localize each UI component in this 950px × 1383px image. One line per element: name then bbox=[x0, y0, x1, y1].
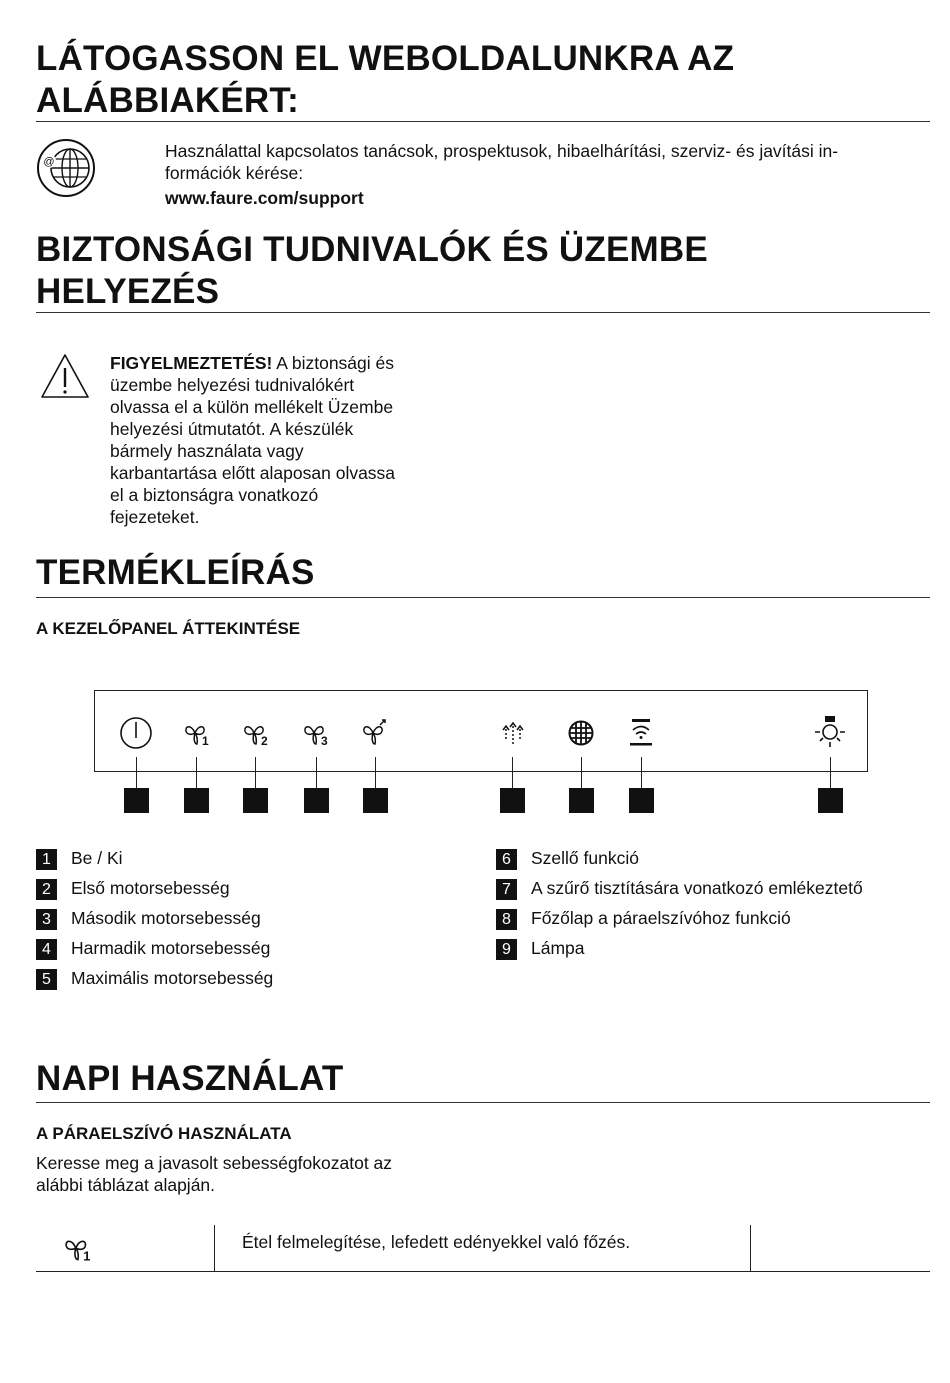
section-title-safety: BIZTONSÁGI TUDNIVALÓK ÉS ÜZEMBE HELYEZÉS bbox=[36, 230, 708, 311]
support-link[interactable]: www.faure.com/support bbox=[165, 188, 364, 208]
callout-line bbox=[375, 757, 376, 788]
callout-line bbox=[512, 757, 513, 788]
fan-digit: 1 bbox=[83, 1248, 91, 1264]
globe-web-icon bbox=[36, 138, 96, 198]
table-row-text: Étel felmelegítése, lefedett edényekkel való főzés. bbox=[242, 1232, 631, 1252]
callout-marker-6 bbox=[500, 788, 525, 813]
callout-marker-9 bbox=[818, 788, 843, 813]
daily-intro: Keresse meg a javasolt sebességfokozatot az alábbi táblázat alapján. bbox=[36, 1153, 393, 1195]
subtitle-hood-use: A PÁRAELSZÍVÓ HASZNÁLATA bbox=[36, 1124, 292, 1143]
fan-digit: 3 bbox=[321, 734, 328, 748]
section-title-product: TERMÉKLEÍRÁS bbox=[36, 553, 315, 592]
warning-text: FIGYELMEZTETÉS! A biztonsági és üzembe helyezési tudnivalókért olvassa el a külön mellékelt Üzembe helyezési útmutatót. A készülék bármely használata vagy karbantartása előtt alaposan olvassa el a biztonságra vonatkozó fejezeteket. bbox=[110, 353, 396, 527]
legend-item: 4 Harmadik motorsebesség bbox=[36, 936, 270, 960]
callout-marker-8 bbox=[629, 788, 654, 813]
callout-marker-2 bbox=[184, 788, 209, 813]
at-sign: @ bbox=[43, 156, 55, 168]
power-icon bbox=[119, 716, 153, 750]
hob-to-hood-icon bbox=[627, 717, 655, 747]
fan-speed-2-icon bbox=[242, 720, 272, 748]
subtitle-control-panel: A KEZELŐPANEL ÁTTEKINTÉSE bbox=[36, 619, 301, 638]
fan-speed-1-icon bbox=[63, 1234, 95, 1264]
fan-digit: 1 bbox=[202, 734, 209, 748]
breeze-icon bbox=[498, 719, 528, 747]
legend-item: 8 Főzőlap a páraelszívóhoz funkció bbox=[496, 906, 791, 930]
callout-marker-3 bbox=[243, 788, 268, 813]
lamp-icon bbox=[813, 714, 847, 748]
legend-item: 5 Maximális motorsebesség bbox=[36, 966, 273, 990]
section-title-visit: LÁTOGASSON EL WEBOLDALUNKRA AZ ALÁBBIAKÉRT: bbox=[36, 39, 735, 120]
divider bbox=[36, 121, 930, 122]
legend-item: 3 Második motorsebesség bbox=[36, 906, 261, 930]
callout-line bbox=[641, 757, 642, 788]
legend-item: 2 Első motorsebesség bbox=[36, 876, 230, 900]
speed-table bbox=[36, 1225, 930, 1272]
callout-marker-7 bbox=[569, 788, 594, 813]
callout-marker-5 bbox=[363, 788, 388, 813]
callout-line bbox=[830, 757, 831, 788]
table-cell-icon bbox=[36, 1225, 215, 1271]
callout-marker-4 bbox=[304, 788, 329, 813]
callout-line bbox=[255, 757, 256, 788]
table-cell-description bbox=[214, 1225, 751, 1271]
fan-digit: 2 bbox=[261, 734, 268, 748]
divider bbox=[36, 597, 930, 598]
fan-speed-3-icon bbox=[302, 720, 332, 748]
filter-grid-icon bbox=[567, 719, 595, 747]
warning-triangle-icon bbox=[40, 353, 90, 399]
legend-item: 7 A szűrő tisztítására vonatkozó emlékeztető bbox=[496, 876, 863, 900]
divider bbox=[36, 312, 930, 313]
section-title-daily-use: NAPI HASZNÁLAT bbox=[36, 1059, 344, 1098]
legend-item: 1 Be / Ki bbox=[36, 846, 123, 870]
visit-text: Használattal kapcsolatos tanácsok, prospektusok, hibaelhárítási, szerviz- és javítási in- formációk kérése: bbox=[165, 141, 839, 183]
callout-marker-1 bbox=[124, 788, 149, 813]
legend-item: 9 Lámpa bbox=[496, 936, 585, 960]
callout-line bbox=[136, 757, 137, 788]
callout-line bbox=[581, 757, 582, 788]
divider bbox=[36, 1102, 930, 1103]
fan-max-icon bbox=[360, 718, 390, 748]
legend-item: 6 Szellő funkció bbox=[496, 846, 639, 870]
callout-line bbox=[196, 757, 197, 788]
fan-speed-1-icon bbox=[183, 720, 213, 748]
callout-line bbox=[316, 757, 317, 788]
